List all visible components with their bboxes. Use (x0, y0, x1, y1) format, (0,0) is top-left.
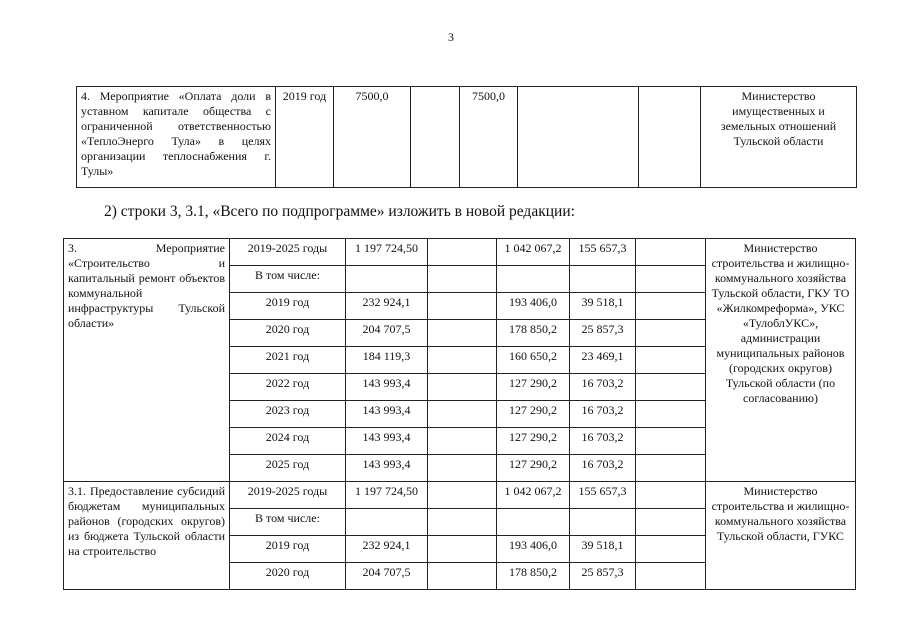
cell-total: 184 119,3 (346, 347, 428, 374)
cell-c6 (636, 563, 706, 590)
cell-total: 204 707,5 (346, 563, 428, 590)
table-measures-3 (63, 238, 856, 590)
cell-total: 143 993,4 (346, 428, 428, 455)
cell-c5: 155 657,3 (570, 482, 636, 509)
cell-total: 232 924,1 (346, 293, 428, 320)
cell-c6 (636, 347, 706, 374)
cell-c3 (428, 455, 497, 482)
cell-c5: 16 703,2 (570, 401, 636, 428)
cell-period: 2023 год (230, 401, 346, 428)
row-owner: Министерство строительства и жилищно-коммунального хозяйства Тульской области, ГКУ ТО «Жилкомреформа», УКС «ТулоблУКС», администрации муниципальных районов (городских округов) Тульской области (по согласованию) (706, 239, 856, 482)
cell-c6 (636, 320, 706, 347)
cell-period: 2019 год (230, 536, 346, 563)
cell-total: 232 924,1 (346, 536, 428, 563)
cell-c5: 16 703,2 (570, 455, 636, 482)
cell-total: 1 197 724,50 (346, 482, 428, 509)
cell-c4 (497, 266, 570, 293)
block-measure-3-1 (64, 482, 856, 590)
table-row (64, 239, 856, 266)
cell-c4: 193 406,0 (497, 536, 570, 563)
cell-period: 2021 год (230, 347, 346, 374)
row-period: 2019 год (276, 87, 334, 188)
cell-c4: 127 290,2 (497, 428, 570, 455)
cell-c4: 160 650,2 (497, 347, 570, 374)
row-description: 4. Мероприятие «Оплата доли в уставном капитале общества с ограниченной ответственностью «ТеплоЭнерго Тула» в целях организации теплоснабжения г. Тулы» (77, 87, 276, 188)
cell-c3 (428, 347, 497, 374)
cell-total: 143 993,4 (346, 455, 428, 482)
cell-total: 143 993,4 (346, 401, 428, 428)
row-col5 (518, 87, 639, 188)
cell-c4: 178 850,2 (497, 320, 570, 347)
cell-c3 (428, 536, 497, 563)
cell-c4 (497, 509, 570, 536)
cell-c3 (428, 374, 497, 401)
cell-c3 (428, 320, 497, 347)
cell-c6 (636, 401, 706, 428)
row-description: 3. Мероприятие «Строительство и капитальный ремонт объектов коммунальной инфраструктуры Тульской области» (64, 239, 230, 482)
row-owner: Министерство имущественных и земельных отношений Тульской области (701, 87, 857, 188)
row-description: 3.1. Предоставление субсидий бюджетам муниципальных районов (городских округов) из бюджета Тульской области на строительство (64, 482, 230, 590)
cell-c4: 127 290,2 (497, 374, 570, 401)
cell-total: 1 197 724,50 (346, 239, 428, 266)
row-col4: 7500,0 (460, 87, 518, 188)
row-col3 (411, 87, 460, 188)
cell-c3 (428, 509, 497, 536)
cell-c6 (636, 293, 706, 320)
cell-c5: 155 657,3 (570, 239, 636, 266)
cell-c5 (570, 509, 636, 536)
cell-period: 2019-2025 годы (230, 239, 346, 266)
cell-total: 204 707,5 (346, 320, 428, 347)
cell-period: 2020 год (230, 320, 346, 347)
row-owner: Министерство строительства и жилищно-коммунального хозяйства Тульской области, ГУКС (706, 482, 856, 590)
cell-total: 143 993,4 (346, 374, 428, 401)
cell-c4: 127 290,2 (497, 455, 570, 482)
table-measure-4 (76, 86, 857, 188)
page-number: 3 (448, 30, 454, 44)
cell-c5 (570, 266, 636, 293)
cell-c5: 16 703,2 (570, 374, 636, 401)
cell-c5: 25 857,3 (570, 563, 636, 590)
cell-c5: 39 518,1 (570, 536, 636, 563)
cell-c3 (428, 401, 497, 428)
cell-c6 (636, 239, 706, 266)
cell-c6 (636, 536, 706, 563)
cell-period: В том числе: (230, 509, 346, 536)
cell-period: 2019 год (230, 293, 346, 320)
row-total: 7500,0 (334, 87, 411, 188)
cell-c4: 1 042 067,2 (497, 239, 570, 266)
cell-c3 (428, 563, 497, 590)
row-col6 (639, 87, 701, 188)
cell-c6 (636, 455, 706, 482)
cell-c4: 193 406,0 (497, 293, 570, 320)
cell-c3 (428, 266, 497, 293)
cell-period: 2025 год (230, 455, 346, 482)
cell-c3 (428, 482, 497, 509)
cell-c3 (428, 428, 497, 455)
cell-total (346, 266, 428, 293)
cell-c3 (428, 293, 497, 320)
cell-c6 (636, 428, 706, 455)
table-row (64, 482, 856, 509)
cell-period: 2020 год (230, 563, 346, 590)
cell-period: 2022 год (230, 374, 346, 401)
cell-c6 (636, 509, 706, 536)
cell-c4: 178 850,2 (497, 563, 570, 590)
section-heading: 2) строки 3, 3.1, «Всего по подпрограмме» изложить в новой редакции: (104, 203, 575, 220)
block-measure-3 (64, 239, 856, 482)
cell-c4: 1 042 067,2 (497, 482, 570, 509)
cell-total (346, 509, 428, 536)
cell-c5: 16 703,2 (570, 428, 636, 455)
cell-period: 2024 год (230, 428, 346, 455)
cell-c4: 127 290,2 (497, 401, 570, 428)
cell-period: В том числе: (230, 266, 346, 293)
cell-c5: 25 857,3 (570, 320, 636, 347)
table-row (77, 87, 857, 188)
cell-c5: 23 469,1 (570, 347, 636, 374)
cell-c6 (636, 482, 706, 509)
cell-c6 (636, 374, 706, 401)
cell-period: 2019-2025 годы (230, 482, 346, 509)
cell-c3 (428, 239, 497, 266)
cell-c6 (636, 266, 706, 293)
cell-c5: 39 518,1 (570, 293, 636, 320)
